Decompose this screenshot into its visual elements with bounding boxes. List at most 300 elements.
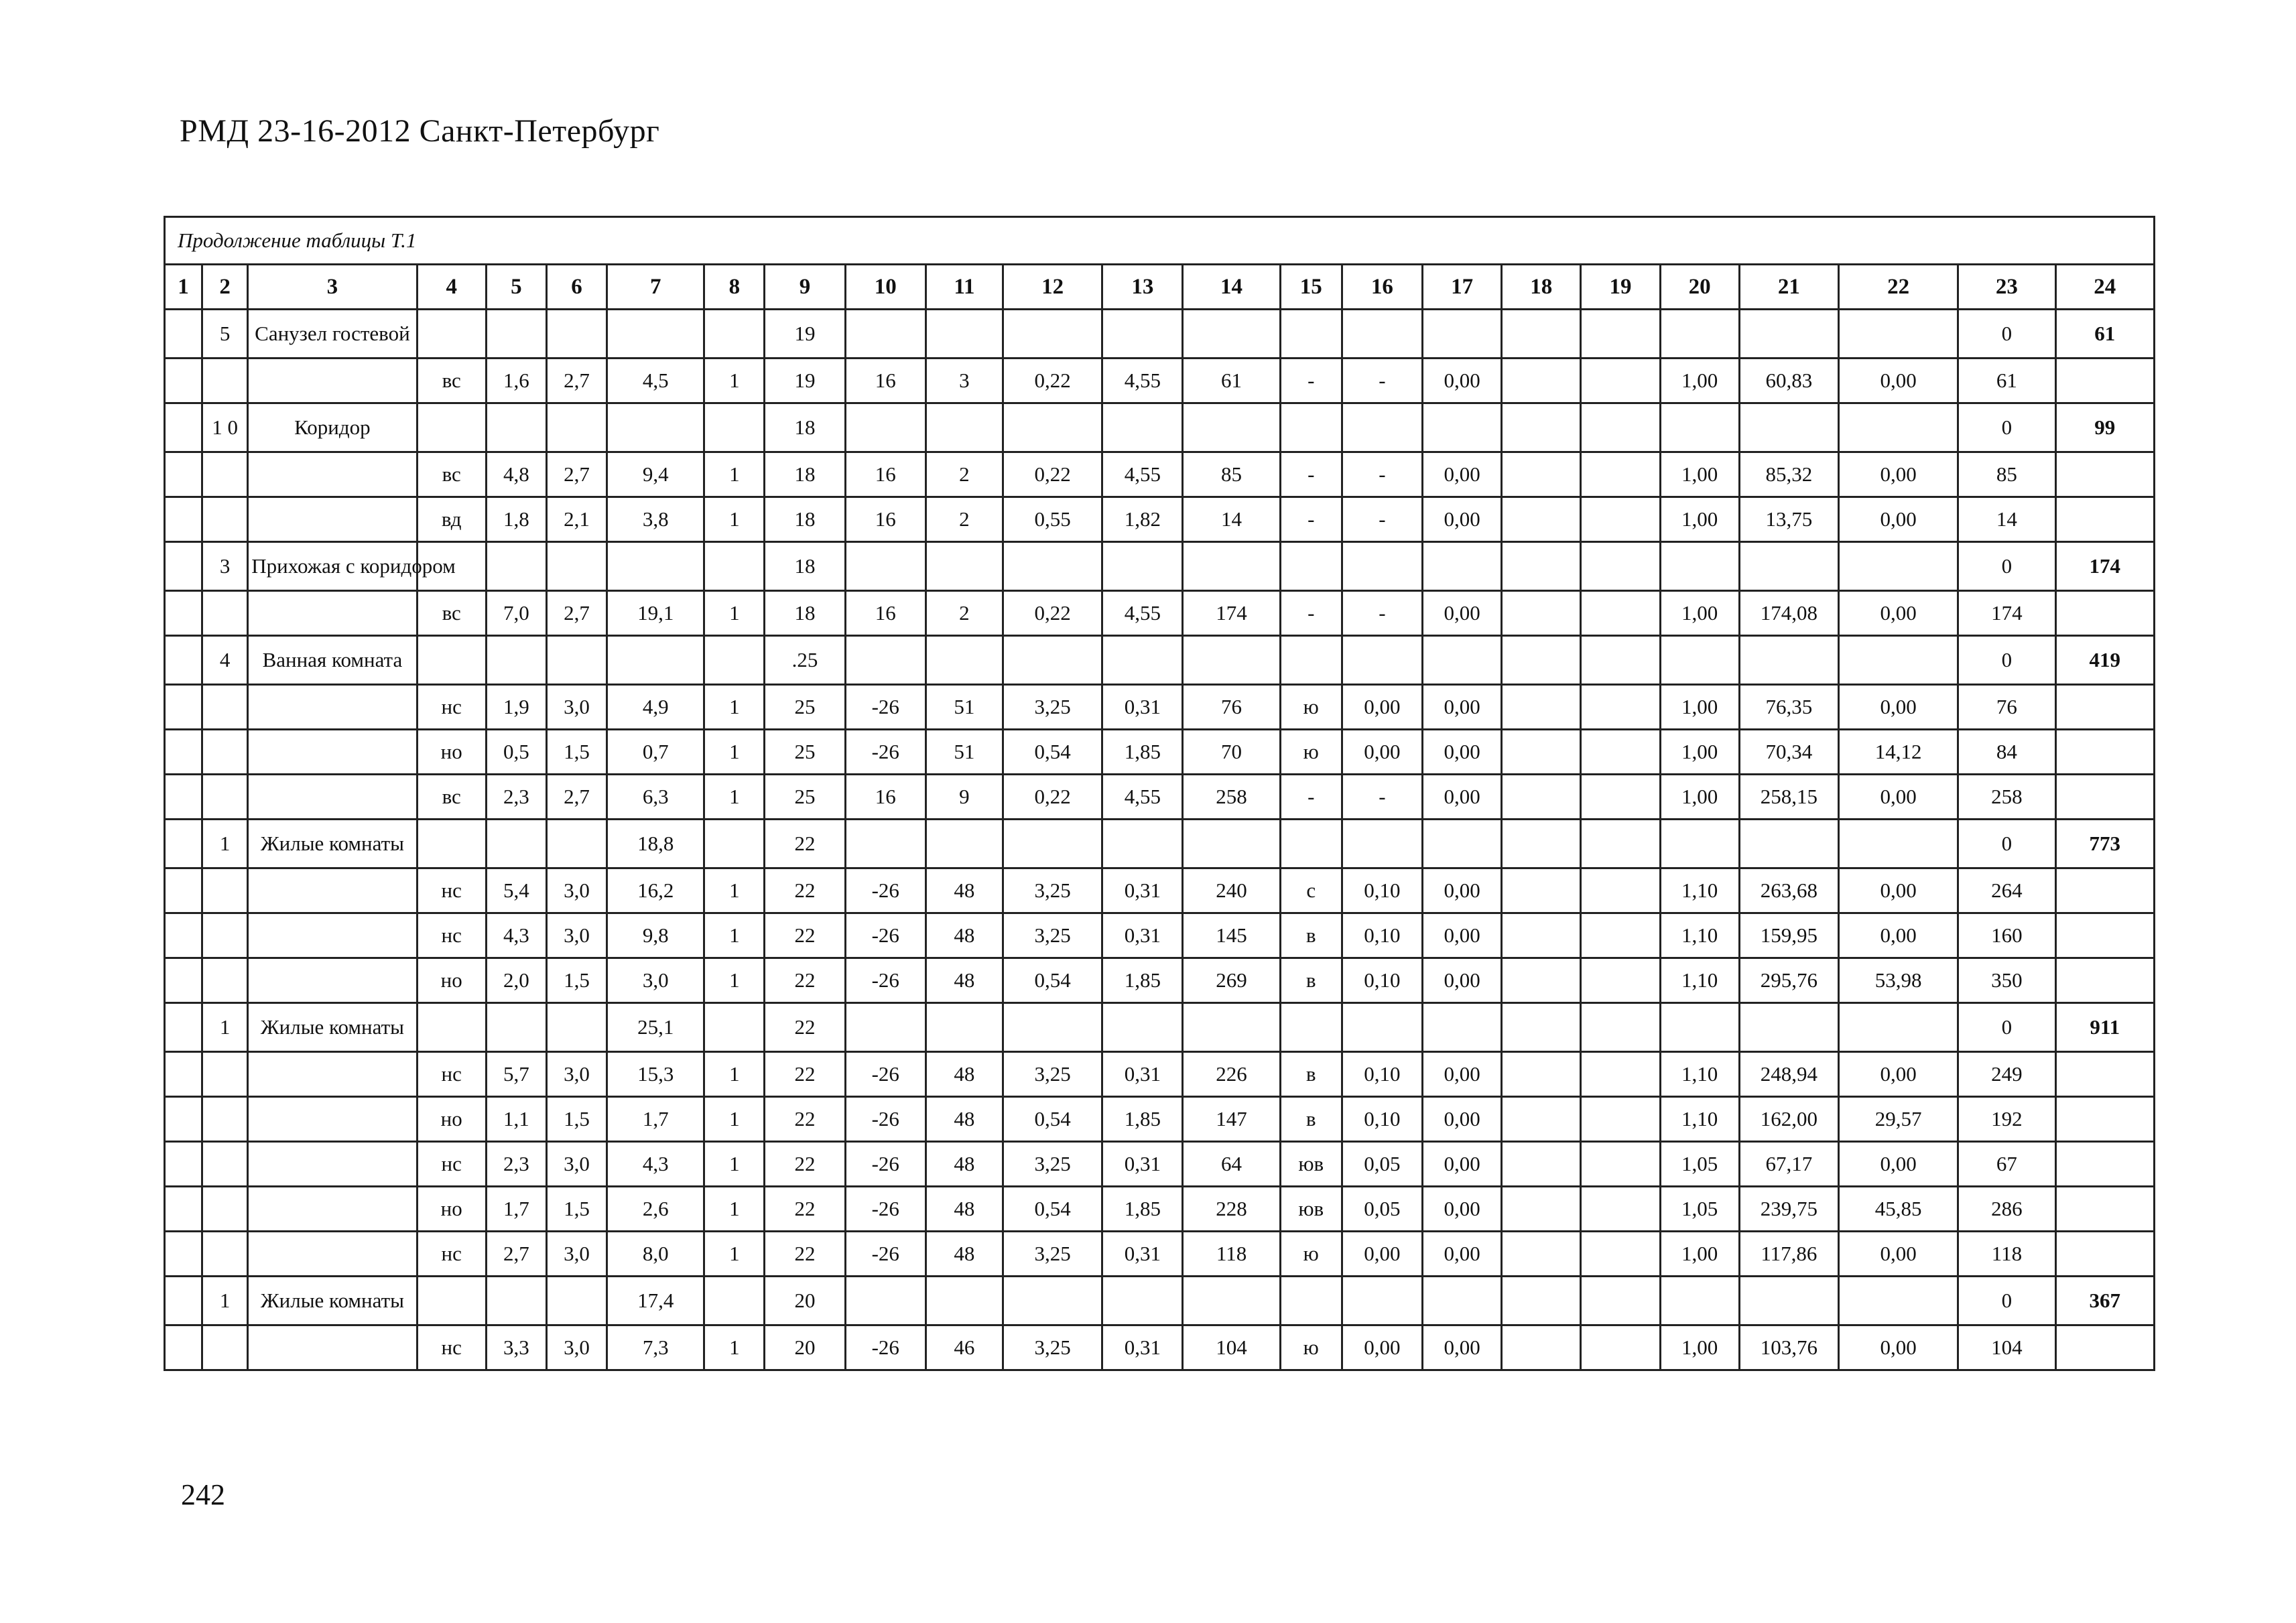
heat-loss-table-container <box>164 216 2155 1371</box>
table-cell-col-4 <box>417 1003 486 1052</box>
table-cell-col-16 <box>1342 310 1422 359</box>
table-cell-col-24 <box>2055 685 2154 730</box>
table-cell-col-7 <box>607 403 704 452</box>
table-cell-col-24 <box>2055 1232 2154 1277</box>
table-cell-col-5: 2,3 <box>486 1142 546 1187</box>
table-cell-col-24: 174 <box>2055 542 2154 591</box>
table-cell-col-23: 14 <box>1958 497 2055 542</box>
table-cell-col-23: 0 <box>1958 542 2055 591</box>
table-cell-col-1 <box>165 452 202 497</box>
table-cell-col-23: 160 <box>1958 913 2055 958</box>
table-cell-col-6: 1,5 <box>546 730 607 775</box>
table-cell-col-3 <box>248 591 417 636</box>
table-cell-col-23: 0 <box>1958 403 2055 452</box>
table-cell-col-22: 0,00 <box>1838 359 1958 403</box>
table-cell-col-24 <box>2055 452 2154 497</box>
table-cell-col-21: 60,83 <box>1739 359 1838 403</box>
table-cell-col-18 <box>1502 730 1581 775</box>
table-cell-col-9: 22 <box>765 958 845 1003</box>
table-cell-col-19 <box>1581 868 1660 913</box>
table-cell-col-10: -26 <box>845 1325 926 1370</box>
table-cell-col-11: 3 <box>926 359 1003 403</box>
column-number-6: 6 <box>546 265 607 310</box>
table-cell-col-21: 263,68 <box>1739 868 1838 913</box>
table-cell-col-14: 64 <box>1183 1142 1280 1187</box>
table-cell-col-6 <box>546 1003 607 1052</box>
table-cell-col-5 <box>486 403 546 452</box>
table-cell-col-16: - <box>1342 591 1422 636</box>
table-cell-col-8: 1 <box>704 591 765 636</box>
table-cell-col-13: 4,55 <box>1102 775 1183 820</box>
table-cell-col-21: 70,34 <box>1739 730 1838 775</box>
table-cell-col-22: 53,98 <box>1838 958 1958 1003</box>
table-cell-col-16: 0,00 <box>1342 1325 1422 1370</box>
table-cell-col-23: 192 <box>1958 1097 2055 1142</box>
table-cell-col-23: 264 <box>1958 868 2055 913</box>
table-cell-col-6: 3,0 <box>546 1325 607 1370</box>
table-cell-col-12 <box>1003 542 1102 591</box>
table-cell-col-21: 248,94 <box>1739 1052 1838 1097</box>
element-row <box>165 913 2155 958</box>
table-cell-col-12: 0,54 <box>1003 730 1102 775</box>
table-cell-col-1 <box>165 730 202 775</box>
table-cell-col-6: 2,7 <box>546 775 607 820</box>
table-cell-col-14: 174 <box>1183 591 1280 636</box>
table-cell-col-21: 174,08 <box>1739 591 1838 636</box>
table-cell-col-24 <box>2055 775 2154 820</box>
table-cell-col-15: в <box>1280 1052 1342 1097</box>
table-cell-col-6 <box>546 636 607 685</box>
table-cell-col-2: 1 <box>202 820 248 868</box>
table-cell-col-7 <box>607 542 704 591</box>
table-cell-col-17: 0,00 <box>1423 1232 1502 1277</box>
table-cell-col-4: нс <box>417 1142 486 1187</box>
page-number: 242 <box>181 1478 225 1511</box>
table-cell-col-23: 249 <box>1958 1052 2055 1097</box>
table-cell-col-18 <box>1502 685 1581 730</box>
table-cell-col-20 <box>1660 820 1739 868</box>
table-cell-col-15 <box>1280 636 1342 685</box>
room-row <box>165 403 2155 452</box>
table-cell-col-7 <box>607 310 704 359</box>
table-cell-col-8 <box>704 1277 765 1325</box>
table-cell-col-18 <box>1502 868 1581 913</box>
table-cell-col-19 <box>1581 1052 1660 1097</box>
table-cell-col-16: 0,00 <box>1342 1232 1422 1277</box>
table-cell-col-4 <box>417 403 486 452</box>
table-cell-col-22 <box>1838 636 1958 685</box>
table-cell-col-19 <box>1581 1277 1660 1325</box>
table-cell-col-24: 911 <box>2055 1003 2154 1052</box>
table-cell-col-23: 0 <box>1958 310 2055 359</box>
table-cell-col-9: 20 <box>765 1277 845 1325</box>
table-cell-col-19 <box>1581 359 1660 403</box>
table-cell-col-10: -26 <box>845 868 926 913</box>
table-cell-col-24: 61 <box>2055 310 2154 359</box>
column-number-23: 23 <box>1958 265 2055 310</box>
table-cell-col-1 <box>165 1187 202 1232</box>
table-cell-col-18 <box>1502 497 1581 542</box>
table-cell-col-15: ю <box>1280 1232 1342 1277</box>
table-cell-col-11: 48 <box>926 913 1003 958</box>
table-cell-col-22: 0,00 <box>1838 452 1958 497</box>
table-cell-col-17 <box>1423 1003 1502 1052</box>
table-cell-col-13: 0,31 <box>1102 685 1183 730</box>
table-cell-col-4: вс <box>417 591 486 636</box>
table-cell-col-3 <box>248 868 417 913</box>
table-cell-col-16: - <box>1342 497 1422 542</box>
room-row <box>165 636 2155 685</box>
table-cell-col-11 <box>926 1003 1003 1052</box>
table-cell-col-2: 3 <box>202 542 248 591</box>
table-cell-col-22: 0,00 <box>1838 868 1958 913</box>
table-cell-col-2 <box>202 1097 248 1142</box>
table-cell-col-24 <box>2055 913 2154 958</box>
table-cell-col-4: вс <box>417 775 486 820</box>
table-cell-col-20: 1,10 <box>1660 1052 1739 1097</box>
table-cell-col-11: 9 <box>926 775 1003 820</box>
table-cell-col-4: нс <box>417 1232 486 1277</box>
table-cell-col-3: Жилые комнаты <box>248 1003 417 1052</box>
table-cell-col-18 <box>1502 359 1581 403</box>
table-cell-col-20: 1,10 <box>1660 1097 1739 1142</box>
table-cell-col-19 <box>1581 403 1660 452</box>
table-cell-col-3 <box>248 913 417 958</box>
table-cell-col-20: 1,05 <box>1660 1187 1739 1232</box>
table-cell-col-14: 76 <box>1183 685 1280 730</box>
table-cell-col-24 <box>2055 868 2154 913</box>
table-cell-col-13: 1,85 <box>1102 1097 1183 1142</box>
table-cell-col-12: 0,22 <box>1003 359 1102 403</box>
column-number-21: 21 <box>1739 265 1838 310</box>
table-cell-col-11 <box>926 636 1003 685</box>
table-cell-col-5: 4,8 <box>486 452 546 497</box>
table-cell-col-6 <box>546 310 607 359</box>
table-cell-col-2 <box>202 958 248 1003</box>
table-cell-col-12 <box>1003 636 1102 685</box>
table-cell-col-18 <box>1502 1003 1581 1052</box>
table-cell-col-4: нс <box>417 913 486 958</box>
table-cell-col-10: -26 <box>845 730 926 775</box>
table-cell-col-11: 48 <box>926 958 1003 1003</box>
table-cell-col-12: 0,55 <box>1003 497 1102 542</box>
table-cell-col-22: 0,00 <box>1838 591 1958 636</box>
table-cell-col-16: 0,05 <box>1342 1142 1422 1187</box>
table-cell-col-4: вс <box>417 359 486 403</box>
table-cell-col-6 <box>546 403 607 452</box>
table-cell-col-17: 0,00 <box>1423 591 1502 636</box>
table-cell-col-18 <box>1502 636 1581 685</box>
table-cell-col-17 <box>1423 820 1502 868</box>
table-cell-col-5 <box>486 542 546 591</box>
column-number-20: 20 <box>1660 265 1739 310</box>
table-cell-col-9: 25 <box>765 730 845 775</box>
table-cell-col-4 <box>417 820 486 868</box>
table-cell-col-1 <box>165 868 202 913</box>
table-cell-col-20: 1,05 <box>1660 1142 1739 1187</box>
table-cell-col-5 <box>486 1003 546 1052</box>
table-cell-col-20: 1,00 <box>1660 685 1739 730</box>
column-number-15: 15 <box>1280 265 1342 310</box>
table-cell-col-23: 76 <box>1958 685 2055 730</box>
table-cell-col-15 <box>1280 310 1342 359</box>
table-cell-col-8 <box>704 310 765 359</box>
table-cell-col-8: 1 <box>704 775 765 820</box>
table-cell-col-20 <box>1660 403 1739 452</box>
table-cell-col-2 <box>202 452 248 497</box>
table-cell-col-7: 6,3 <box>607 775 704 820</box>
table-cell-col-16 <box>1342 403 1422 452</box>
table-cell-col-16: 0,10 <box>1342 1052 1422 1097</box>
table-cell-col-18 <box>1502 1325 1581 1370</box>
table-cell-col-6: 1,5 <box>546 1097 607 1142</box>
table-cell-col-9: 22 <box>765 868 845 913</box>
table-cell-col-21 <box>1739 636 1838 685</box>
table-cell-col-20: 1,00 <box>1660 497 1739 542</box>
room-row <box>165 820 2155 868</box>
table-cell-col-21 <box>1739 310 1838 359</box>
table-cell-col-12: 0,54 <box>1003 958 1102 1003</box>
table-cell-col-5 <box>486 310 546 359</box>
table-cell-col-2: 1 <box>202 1277 248 1325</box>
table-cell-col-19 <box>1581 958 1660 1003</box>
table-cell-col-22 <box>1838 1277 1958 1325</box>
table-cell-col-22: 29,57 <box>1838 1097 1958 1142</box>
table-cell-col-21: 85,32 <box>1739 452 1838 497</box>
table-cell-col-10: -26 <box>845 685 926 730</box>
table-cell-col-6: 2,1 <box>546 497 607 542</box>
table-cell-col-7: 8,0 <box>607 1232 704 1277</box>
table-cell-col-22: 14,12 <box>1838 730 1958 775</box>
table-cell-col-11: 48 <box>926 1052 1003 1097</box>
table-cell-col-7: 3,8 <box>607 497 704 542</box>
column-number-7: 7 <box>607 265 704 310</box>
table-cell-col-19 <box>1581 1232 1660 1277</box>
table-cell-col-19 <box>1581 542 1660 591</box>
table-cell-col-8: 1 <box>704 958 765 1003</box>
room-row <box>165 1277 2155 1325</box>
table-cell-col-12 <box>1003 1277 1102 1325</box>
table-cell-col-12: 3,25 <box>1003 685 1102 730</box>
table-cell-col-13 <box>1102 542 1183 591</box>
table-cell-col-20: 1,00 <box>1660 775 1739 820</box>
table-cell-col-15: в <box>1280 1097 1342 1142</box>
table-cell-col-10: -26 <box>845 1232 926 1277</box>
table-cell-col-5: 1,8 <box>486 497 546 542</box>
table-cell-col-18 <box>1502 958 1581 1003</box>
table-cell-col-10: 16 <box>845 452 926 497</box>
table-cell-col-18 <box>1502 1142 1581 1187</box>
table-cell-col-15: - <box>1280 497 1342 542</box>
table-cell-col-18 <box>1502 820 1581 868</box>
table-cell-col-10: 16 <box>845 359 926 403</box>
table-cell-col-4 <box>417 636 486 685</box>
table-cell-col-19 <box>1581 1187 1660 1232</box>
table-cell-col-2 <box>202 685 248 730</box>
table-cell-col-12 <box>1003 820 1102 868</box>
table-cell-col-7: 1,7 <box>607 1097 704 1142</box>
table-cell-col-13 <box>1102 636 1183 685</box>
table-cell-col-14: 258 <box>1183 775 1280 820</box>
table-cell-col-8 <box>704 542 765 591</box>
table-cell-col-9: 22 <box>765 1097 845 1142</box>
table-cell-col-8: 1 <box>704 1052 765 1097</box>
column-number-9: 9 <box>765 265 845 310</box>
column-number-19: 19 <box>1581 265 1660 310</box>
table-cell-col-6: 3,0 <box>546 1052 607 1097</box>
table-cell-col-22: 0,00 <box>1838 1142 1958 1187</box>
table-cell-col-12: 3,25 <box>1003 913 1102 958</box>
table-cell-col-20: 1,10 <box>1660 958 1739 1003</box>
table-cell-col-8: 1 <box>704 452 765 497</box>
element-row <box>165 591 2155 636</box>
table-cell-col-1 <box>165 1232 202 1277</box>
table-cell-col-21: 162,00 <box>1739 1097 1838 1142</box>
table-cell-col-9: .25 <box>765 636 845 685</box>
table-cell-col-17: 0,00 <box>1423 868 1502 913</box>
table-cell-col-22: 0,00 <box>1838 1232 1958 1277</box>
table-cell-col-7: 4,5 <box>607 359 704 403</box>
table-cell-col-1 <box>165 310 202 359</box>
table-cell-col-15: - <box>1280 452 1342 497</box>
table-cell-col-16: 0,00 <box>1342 730 1422 775</box>
table-cell-col-1 <box>165 685 202 730</box>
table-cell-col-18 <box>1502 1187 1581 1232</box>
table-cell-col-11: 48 <box>926 868 1003 913</box>
table-cell-col-10 <box>845 310 926 359</box>
table-cell-col-7: 7,3 <box>607 1325 704 1370</box>
table-cell-col-15: в <box>1280 913 1342 958</box>
table-cell-col-3 <box>248 958 417 1003</box>
table-cell-col-5: 1,6 <box>486 359 546 403</box>
table-cell-col-16: 0,10 <box>1342 958 1422 1003</box>
table-cell-col-6: 3,0 <box>546 1232 607 1277</box>
table-cell-col-9: 18 <box>765 542 845 591</box>
table-cell-col-11 <box>926 542 1003 591</box>
table-cell-col-10 <box>845 636 926 685</box>
table-cell-col-14: 269 <box>1183 958 1280 1003</box>
table-cell-col-2 <box>202 730 248 775</box>
element-row <box>165 868 2155 913</box>
table-cell-col-2: 1 <box>202 1003 248 1052</box>
table-cell-col-17: 0,00 <box>1423 497 1502 542</box>
table-cell-col-1 <box>165 1003 202 1052</box>
table-cell-col-8: 1 <box>704 1097 765 1142</box>
table-cell-col-8 <box>704 403 765 452</box>
table-cell-col-14 <box>1183 820 1280 868</box>
table-cell-col-8: 1 <box>704 913 765 958</box>
table-cell-col-12: 0,22 <box>1003 591 1102 636</box>
table-cell-col-14 <box>1183 403 1280 452</box>
table-cell-col-1 <box>165 775 202 820</box>
table-cell-col-24 <box>2055 730 2154 775</box>
table-cell-col-17: 0,00 <box>1423 1142 1502 1187</box>
table-cell-col-4: но <box>417 1187 486 1232</box>
heat-loss-table <box>164 216 2155 1371</box>
table-cell-col-3 <box>248 359 417 403</box>
table-cell-col-23: 0 <box>1958 1277 2055 1325</box>
table-cell-col-24 <box>2055 1325 2154 1370</box>
table-cell-col-19 <box>1581 1097 1660 1142</box>
column-number-3: 3 <box>248 265 417 310</box>
table-cell-col-6 <box>546 542 607 591</box>
table-cell-col-15: ю <box>1280 1325 1342 1370</box>
table-cell-col-22 <box>1838 310 1958 359</box>
table-cell-col-10: 16 <box>845 497 926 542</box>
table-cell-col-1 <box>165 403 202 452</box>
table-cell-col-7: 19,1 <box>607 591 704 636</box>
table-cell-col-11 <box>926 403 1003 452</box>
column-number-1: 1 <box>165 265 202 310</box>
table-cell-col-2: 1 0 <box>202 403 248 452</box>
table-cell-col-9: 25 <box>765 685 845 730</box>
table-cell-col-13: 0,31 <box>1102 1325 1183 1370</box>
table-cell-col-7: 0,7 <box>607 730 704 775</box>
table-cell-col-1 <box>165 1277 202 1325</box>
table-cell-col-23: 0 <box>1958 820 2055 868</box>
column-number-header-row <box>165 265 2155 310</box>
room-row <box>165 542 2155 591</box>
room-row <box>165 1003 2155 1052</box>
table-cell-col-9: 25 <box>765 775 845 820</box>
table-cell-col-4: но <box>417 730 486 775</box>
table-cell-col-22 <box>1838 542 1958 591</box>
table-cell-col-11: 48 <box>926 1232 1003 1277</box>
table-cell-col-20 <box>1660 542 1739 591</box>
table-cell-col-9: 22 <box>765 1142 845 1187</box>
table-cell-col-4: нс <box>417 868 486 913</box>
table-cell-col-19 <box>1581 685 1660 730</box>
table-cell-col-13: 4,55 <box>1102 452 1183 497</box>
table-cell-col-21: 239,75 <box>1739 1187 1838 1232</box>
table-cell-col-16: - <box>1342 359 1422 403</box>
table-cell-col-5 <box>486 1277 546 1325</box>
table-cell-col-19 <box>1581 775 1660 820</box>
table-cell-col-10: -26 <box>845 1052 926 1097</box>
column-number-5: 5 <box>486 265 546 310</box>
table-cell-col-23: 0 <box>1958 636 2055 685</box>
table-cell-col-14: 226 <box>1183 1052 1280 1097</box>
table-cell-col-15 <box>1280 403 1342 452</box>
table-cell-col-10: -26 <box>845 958 926 1003</box>
column-number-14: 14 <box>1183 265 1280 310</box>
table-cell-col-1 <box>165 913 202 958</box>
table-cell-col-24: 99 <box>2055 403 2154 452</box>
table-cell-col-5 <box>486 820 546 868</box>
table-cell-col-24 <box>2055 591 2154 636</box>
table-cell-col-1 <box>165 359 202 403</box>
table-cell-col-5: 2,3 <box>486 775 546 820</box>
table-cell-col-10: 16 <box>845 775 926 820</box>
table-cell-col-8 <box>704 1003 765 1052</box>
table-cell-col-4: но <box>417 958 486 1003</box>
table-cell-col-8: 1 <box>704 1325 765 1370</box>
table-cell-col-20 <box>1660 310 1739 359</box>
element-row <box>165 730 2155 775</box>
table-cell-col-3 <box>248 1325 417 1370</box>
table-cell-col-19 <box>1581 730 1660 775</box>
column-number-18: 18 <box>1502 265 1581 310</box>
table-caption: Продолжение таблицы Т.1 <box>165 217 2155 265</box>
table-cell-col-3: Ванная комната <box>248 636 417 685</box>
table-cell-col-15: - <box>1280 591 1342 636</box>
table-cell-col-21 <box>1739 403 1838 452</box>
table-cell-col-19 <box>1581 820 1660 868</box>
table-cell-col-12: 0,22 <box>1003 452 1102 497</box>
table-cell-col-14: 61 <box>1183 359 1280 403</box>
table-cell-col-23: 104 <box>1958 1325 2055 1370</box>
table-cell-col-2 <box>202 359 248 403</box>
